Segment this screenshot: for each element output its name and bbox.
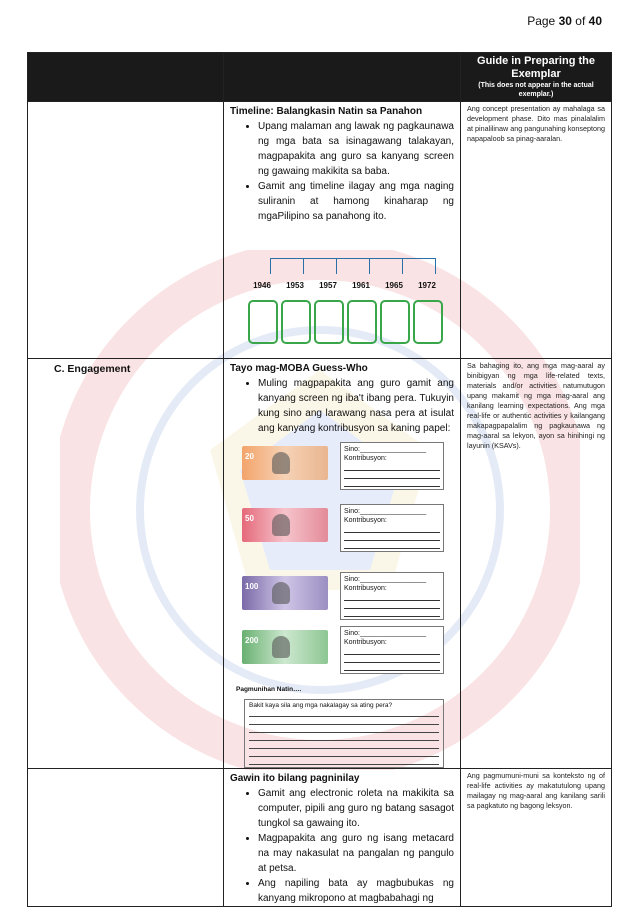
timeline-answer-box[interactable] xyxy=(314,300,344,344)
bill-row-200 xyxy=(230,624,454,676)
timeline-tick xyxy=(336,258,337,274)
sino-label: Sino:_________________ xyxy=(344,446,427,453)
guide-subtitle: (This does not appear in the actual exemplar.) xyxy=(478,82,594,98)
bill-denomination: 100 xyxy=(245,582,259,591)
reflection-question-box xyxy=(244,699,444,768)
portrait-icon xyxy=(272,636,290,658)
engagement-guide-cell: Sa bahaging ito, ang mga mag-aaral ay binibigyan ng mga life-related texts, materials and/or activities natumutugon upang makamit ng mga mag-aaral ang kanilang learning expectations. Ang mga real-life or authentic activities y kailangang makapagpapalalim ng pagkaunawa ng mag-aaral sa lekyon, ayon sa hinihingi ng layunin (KSAVs). xyxy=(461,359,612,769)
guide-header-cell xyxy=(461,53,612,102)
bill-row-20 xyxy=(230,440,454,492)
engagement-heading: Tayo mag-MOBA Guess-Who xyxy=(230,363,368,374)
answer-line[interactable] xyxy=(249,717,439,725)
bullet-item: • Magpapakita ang guro ng isang metacard na may nakasulat na pangalan ng pangulo at petsa. xyxy=(258,831,454,876)
timeline-answer-box[interactable] xyxy=(413,300,443,344)
bullet-item: • Upang malaman ang lawak ng pagkaunawa ng mga bata sa isinagawang talakayan, magpapakita ang guro sa kanyang screen ng gawaing makikita sa baba. xyxy=(258,119,454,179)
kontribusyon-label: Kontribusyon: xyxy=(344,639,387,646)
page-of: of xyxy=(575,14,586,28)
answer-form xyxy=(340,442,444,490)
timeline-tick xyxy=(303,258,304,274)
peso-bill-20-image xyxy=(242,446,328,480)
answer-line[interactable] xyxy=(249,749,439,757)
answer-line[interactable] xyxy=(249,733,439,741)
timeline-tick xyxy=(402,258,403,274)
timeline-line xyxy=(270,258,436,259)
answer-line[interactable] xyxy=(344,601,440,609)
bullet-item: • Gamit ang timeline ilagay ang mga naging suliranin at hamong kinaharap ng mgaPilipino sa panahong ito. xyxy=(258,179,454,224)
timeline-answer-box[interactable] xyxy=(248,300,278,344)
sino-label: Sino:_________________ xyxy=(344,630,427,637)
answer-line[interactable] xyxy=(344,655,440,663)
timeline-year: 1965 xyxy=(385,281,403,290)
timeline-year: 1946 xyxy=(253,281,271,290)
answer-form xyxy=(340,504,444,552)
reflection-row xyxy=(28,769,612,907)
sino-label: Sino:_________________ xyxy=(344,508,427,515)
answer-line[interactable] xyxy=(344,663,440,671)
timeline-answer-box[interactable] xyxy=(347,300,377,344)
header-row xyxy=(28,53,612,102)
answer-line[interactable] xyxy=(249,757,439,765)
reflection-bullets xyxy=(230,786,454,906)
answer-line[interactable] xyxy=(344,593,440,601)
bullet-item: • Ang napiling bata ay magbubukas ng kanyang mikropono at magbabahagi ng xyxy=(258,876,454,906)
sino-label: Sino:_________________ xyxy=(344,576,427,583)
timeline-diagram xyxy=(244,258,444,358)
bill-denomination: 200 xyxy=(245,636,259,645)
section-label-engagement: C. Engagement xyxy=(28,359,224,769)
reflection-heading: Gawin ito bilang pagninilay xyxy=(230,773,360,784)
timeline-activity-cell xyxy=(224,102,461,359)
answer-form xyxy=(340,572,444,620)
engagement-row xyxy=(28,359,612,769)
timeline-heading: Timeline: Balangkasin Natin sa Panahon xyxy=(230,106,423,117)
kontribusyon-label: Kontribusyon: xyxy=(344,517,387,524)
timeline-year: 1953 xyxy=(286,281,304,290)
portrait-icon xyxy=(272,582,290,604)
engagement-activity-cell xyxy=(224,359,461,769)
timeline-year: 1972 xyxy=(418,281,436,290)
timeline-bullets xyxy=(230,119,454,224)
reflection-guide-cell: Ang pagmumuni-muni sa konteksto ng of real-life activities ay makatutulong upang mailagay ng mag-aaral ang kanilang sarili sa pagkatuto ng bagong leksyon. xyxy=(461,769,612,907)
timeline-tick xyxy=(270,258,271,274)
timeline-row xyxy=(28,102,612,359)
timeline-guide-cell: Ang concept presentation ay mahalaga sa development phase. Dito mas pinalalalim at pinalilinaw ang pangunahing konseptong napapaloob sa pinag-aaralan. xyxy=(461,102,612,359)
bill-denomination: 20 xyxy=(245,452,254,461)
portrait-icon xyxy=(272,514,290,536)
reflection-activity-cell xyxy=(224,769,461,907)
answer-line[interactable] xyxy=(344,609,440,617)
bill-denomination: 50 xyxy=(245,514,254,523)
answer-line[interactable] xyxy=(344,541,440,549)
section-cell-empty xyxy=(28,102,224,359)
header-cell-1 xyxy=(28,53,224,102)
answer-line[interactable] xyxy=(249,725,439,733)
timeline-year: 1957 xyxy=(319,281,337,290)
answer-line[interactable] xyxy=(249,741,439,749)
timeline-tick xyxy=(369,258,370,274)
timeline-answer-box[interactable] xyxy=(281,300,311,344)
guide-title-line1: Guide in Preparing the xyxy=(477,55,595,67)
section-cell-empty xyxy=(28,769,224,907)
guide-title-line2: Exemplar xyxy=(511,68,561,80)
timeline-answer-box[interactable] xyxy=(380,300,410,344)
peso-bill-50-image xyxy=(242,508,328,542)
timeline-tick xyxy=(435,258,436,274)
answer-line[interactable] xyxy=(344,533,440,541)
bullet-item: • Gamit ang electronic roleta na makikita sa computer, pipili ang guro ng batang sasagot tungkol sa gawaing ito. xyxy=(258,786,454,831)
answer-line[interactable] xyxy=(344,479,440,487)
answer-line[interactable] xyxy=(249,709,439,717)
peso-bill-200-image xyxy=(242,630,328,664)
engagement-bullets xyxy=(230,376,454,436)
portrait-icon xyxy=(272,452,290,474)
bullet-item: • Muling magpapakita ang guro gamit ang kanyang screen ng iba't ibang pera. Tukuyin kung sino ang larawang nasa pera at isulat ang kanyang kontribusyon sa kaning papel: xyxy=(258,376,454,436)
lesson-table xyxy=(27,52,612,907)
page-number xyxy=(527,14,602,28)
answer-line[interactable] xyxy=(344,463,440,471)
pagmunihan-title: Pagmunihan Natin…. xyxy=(236,686,302,693)
answer-form xyxy=(340,626,444,674)
page-current: 30 xyxy=(558,14,572,28)
peso-bill-100-image xyxy=(242,576,328,610)
answer-line[interactable] xyxy=(344,647,440,655)
bill-row-100 xyxy=(230,570,454,622)
page-label: Page xyxy=(527,14,556,28)
bill-row-50 xyxy=(230,502,454,554)
reflection-question: Bakit kaya sila ang mga nakalagay sa ating pera? xyxy=(249,702,393,709)
kontribusyon-label: Kontribusyon: xyxy=(344,455,387,462)
timeline-year: 1961 xyxy=(352,281,370,290)
kontribusyon-label: Kontribusyon: xyxy=(344,585,387,592)
page-total: 40 xyxy=(588,14,602,28)
answer-line[interactable] xyxy=(344,525,440,533)
answer-line[interactable] xyxy=(344,471,440,479)
header-cell-2 xyxy=(224,53,461,102)
